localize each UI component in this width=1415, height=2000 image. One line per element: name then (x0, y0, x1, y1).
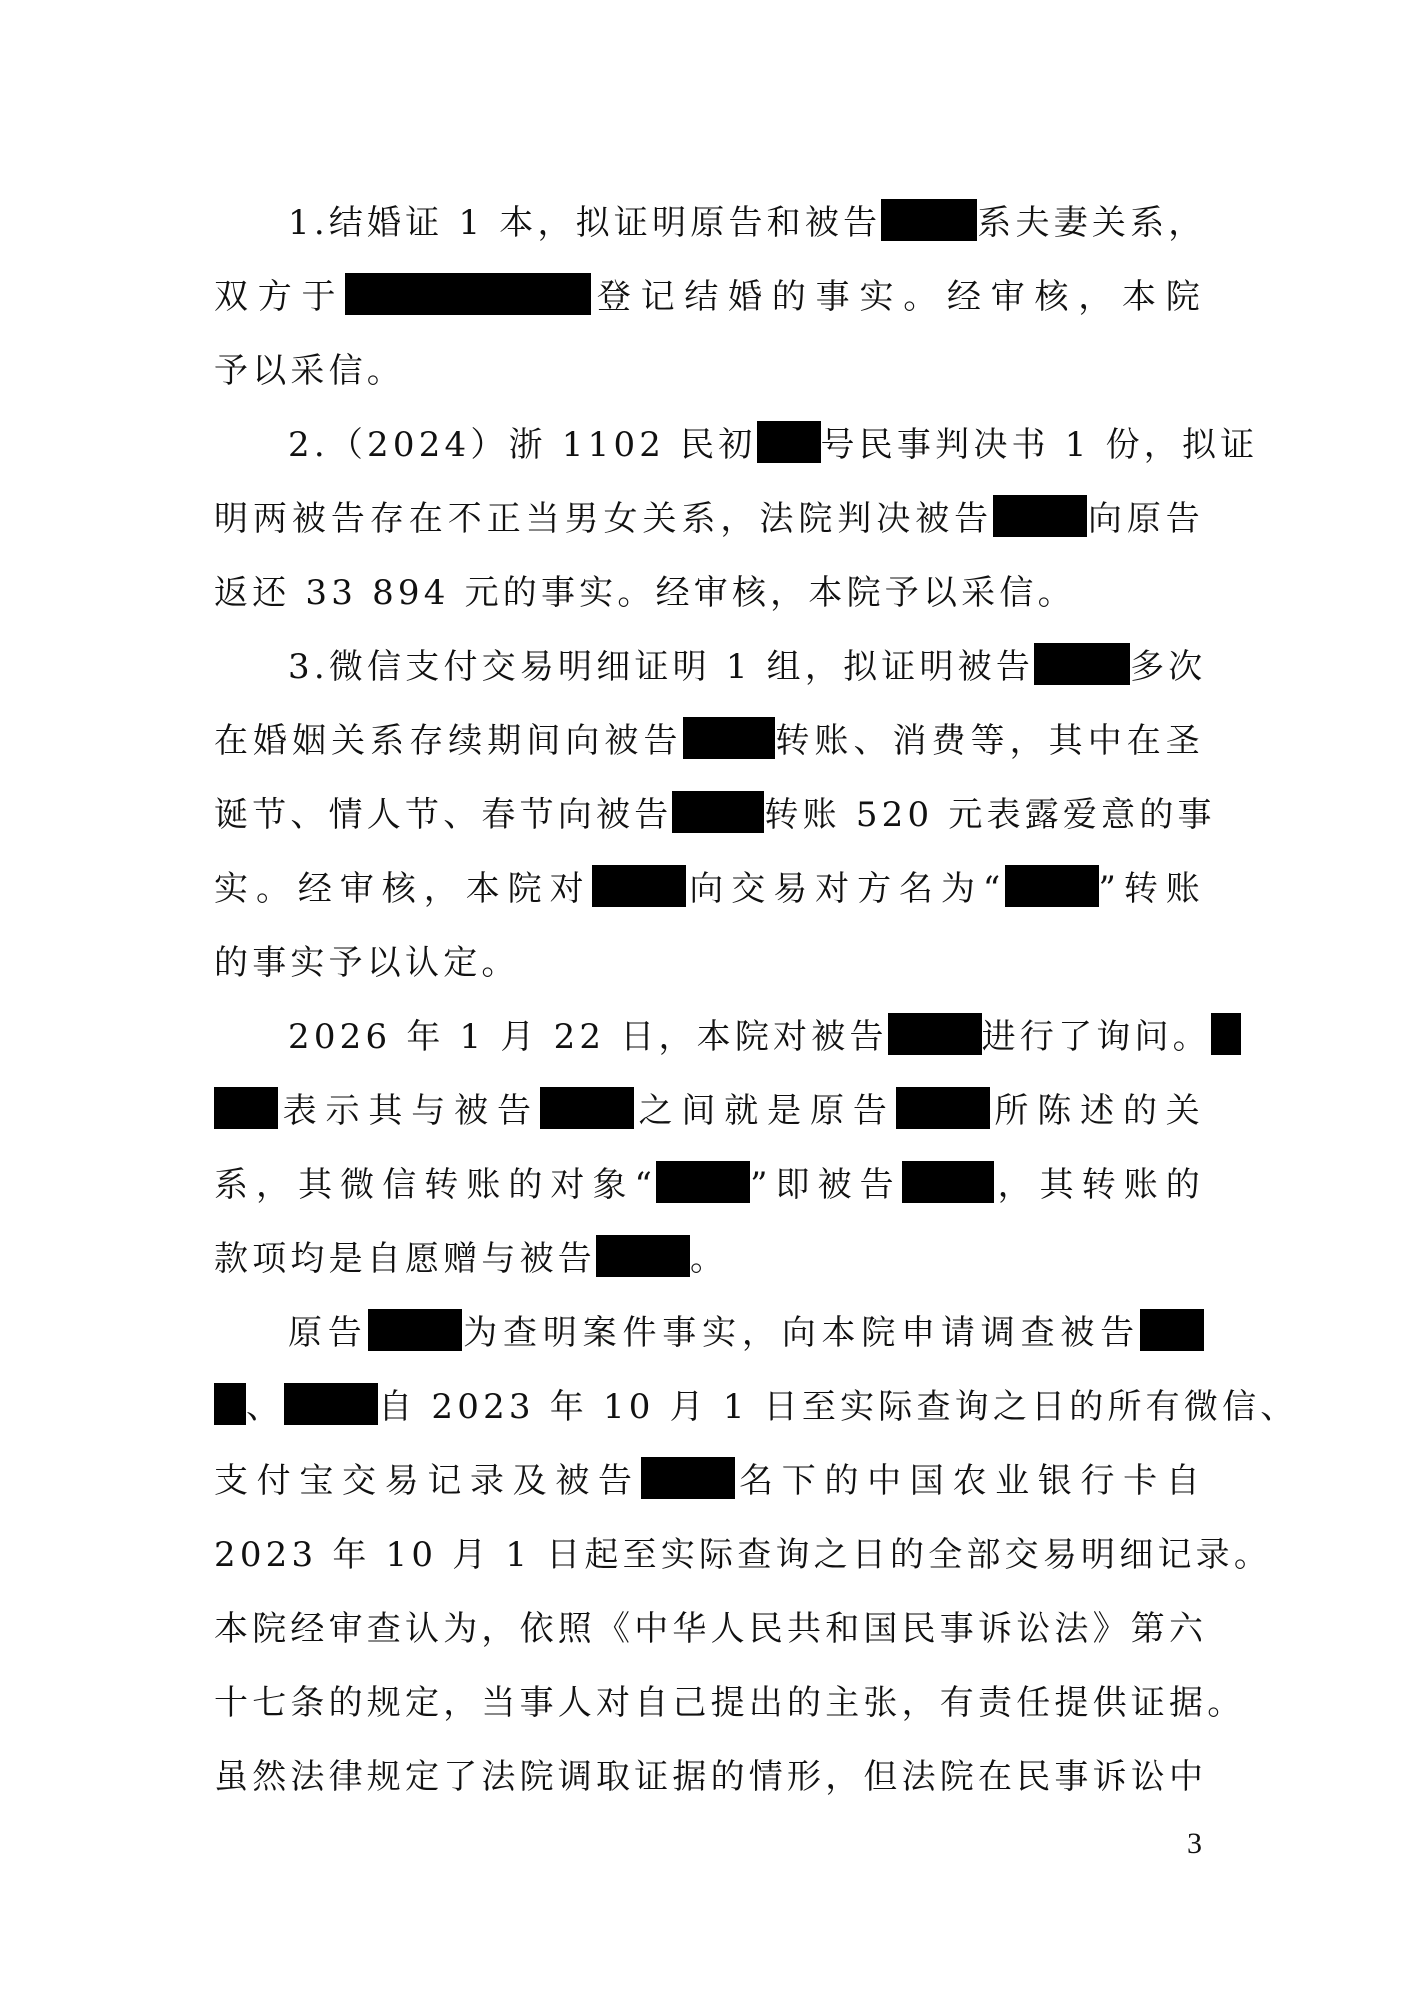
text-segment: 号民事判决书 1 份，拟证 (820, 425, 1259, 465)
text-line (214, 852, 1204, 926)
text-line (214, 778, 1216, 852)
redaction-block (596, 1235, 690, 1277)
text-segment: 2023 年 10 月 1 日起至实际查询之日的全部交易明细记录。 (214, 1535, 1273, 1575)
redaction-block (1211, 1013, 1241, 1055)
text-segment: 双方于 (214, 277, 346, 317)
text-segment: 十七条的规定，当事人对自己提出的主张，有责任提供证据。 (214, 1683, 1246, 1723)
redaction-block (656, 1161, 750, 1203)
text-line (214, 1740, 1208, 1814)
text-segment: 登记结婚的事实。经审核，本院 (591, 277, 1204, 317)
text-line (214, 1296, 1204, 1370)
redaction-block (881, 199, 977, 241)
redaction-block (592, 865, 686, 907)
text-segment: 进行了询问。 (981, 1017, 1211, 1057)
text-segment: 系，其微信转账的对象“ (214, 1165, 657, 1205)
text-segment: 、 (246, 1387, 285, 1427)
redaction-block (757, 421, 821, 463)
text-segment: 在婚姻关系存续期间向被告 (214, 721, 683, 761)
page-number: 3 (1187, 1827, 1202, 1860)
text-segment: 为查明案件事实，向本院申请调查被告 (461, 1313, 1140, 1353)
text-line (214, 334, 1204, 408)
redaction-block (902, 1161, 994, 1203)
text-segment: 转账 520 元表露爱意的事 (764, 795, 1216, 835)
redaction-block (1140, 1309, 1204, 1351)
text-segment: 诞节、情人节、春节向被告 (214, 795, 673, 835)
text-segment: 实。经审核，本院对 (214, 869, 592, 909)
text-segment: 予以采信。 (214, 351, 405, 391)
text-line (214, 1074, 1204, 1148)
text-line (214, 704, 1204, 778)
redaction-block (1005, 865, 1099, 907)
text-segment: 自 2023 年 10 月 1 日至实际查询之日的所有微信、 (378, 1387, 1299, 1427)
text-segment: ”即被告 (750, 1165, 902, 1205)
text-segment: 2.（2024）浙 1102 民初 (288, 425, 757, 465)
text-line (214, 1000, 1211, 1074)
text-segment: 。 (690, 1239, 729, 1279)
text-segment: 之间就是原告 (633, 1091, 896, 1131)
text-line (214, 926, 1204, 1000)
text-segment: 本院经审查认为，依照《中华人民共和国民事诉讼法》第六 (214, 1609, 1208, 1649)
text-segment: 名下的中国农业银行卡自 (734, 1461, 1205, 1501)
text-line (214, 630, 1207, 704)
text-line (214, 1444, 1204, 1518)
text-segment: ，其转账的 (993, 1165, 1205, 1205)
text-line (214, 1518, 1273, 1592)
text-segment: 2026 年 1 月 22 日，本院对被告 (288, 1017, 888, 1057)
text-line (214, 1148, 1204, 1222)
text-line (214, 260, 1204, 334)
text-line (214, 556, 1204, 630)
text-segment: 所陈述的关 (989, 1091, 1205, 1131)
text-segment: 支付宝交易记录及被告 (214, 1461, 641, 1501)
text-segment: 的事实予以认定。 (214, 943, 520, 983)
redaction-block (993, 495, 1087, 537)
text-segment: 原告 (288, 1313, 368, 1353)
text-segment: 1.结婚证 1 本，拟证明原告和被告 (288, 203, 882, 243)
redaction-block (284, 1383, 378, 1425)
text-segment: 转账、消费等，其中在圣 (774, 721, 1205, 761)
text-segment: ”转账 (1098, 869, 1204, 909)
text-segment: 虽然法律规定了法院调取证据的情形，但法院在民事诉讼中 (214, 1757, 1208, 1797)
text-line (214, 1222, 1204, 1296)
redaction-block (540, 1087, 634, 1129)
text-segment: 向交易对方名为“ (685, 869, 1005, 909)
text-segment: 多次 (1130, 647, 1207, 687)
redaction-block (896, 1087, 990, 1129)
text-line (214, 1592, 1208, 1666)
redaction-block (1034, 643, 1130, 685)
text-line (214, 1370, 1299, 1444)
text-segment: 表示其与被告 (278, 1091, 540, 1131)
redaction-block (683, 717, 775, 759)
redaction-block (368, 1309, 462, 1351)
document-body (214, 186, 1299, 1814)
text-segment: 返还 33 894 元的事实。经审核，本院予以采信。 (214, 573, 1076, 613)
text-segment: 明两被告存在不正当男女关系，法院判决被告 (214, 499, 994, 539)
redaction-block (345, 273, 591, 315)
redaction-block (214, 1087, 278, 1129)
text-segment: 向原告 (1087, 499, 1204, 539)
redaction-block (672, 791, 764, 833)
text-line (214, 186, 1207, 260)
text-line (214, 1666, 1246, 1740)
redaction-block (641, 1457, 735, 1499)
text-segment: 系夫妻关系， (977, 203, 1207, 243)
text-line (214, 408, 1259, 482)
text-line (214, 482, 1204, 556)
text-segment: 3.微信支付交易明细证明 1 组，拟证明被告 (288, 647, 1035, 687)
text-segment: 款项均是自愿赠与被告 (214, 1239, 596, 1279)
redaction-block (888, 1013, 982, 1055)
redaction-block (214, 1383, 246, 1425)
